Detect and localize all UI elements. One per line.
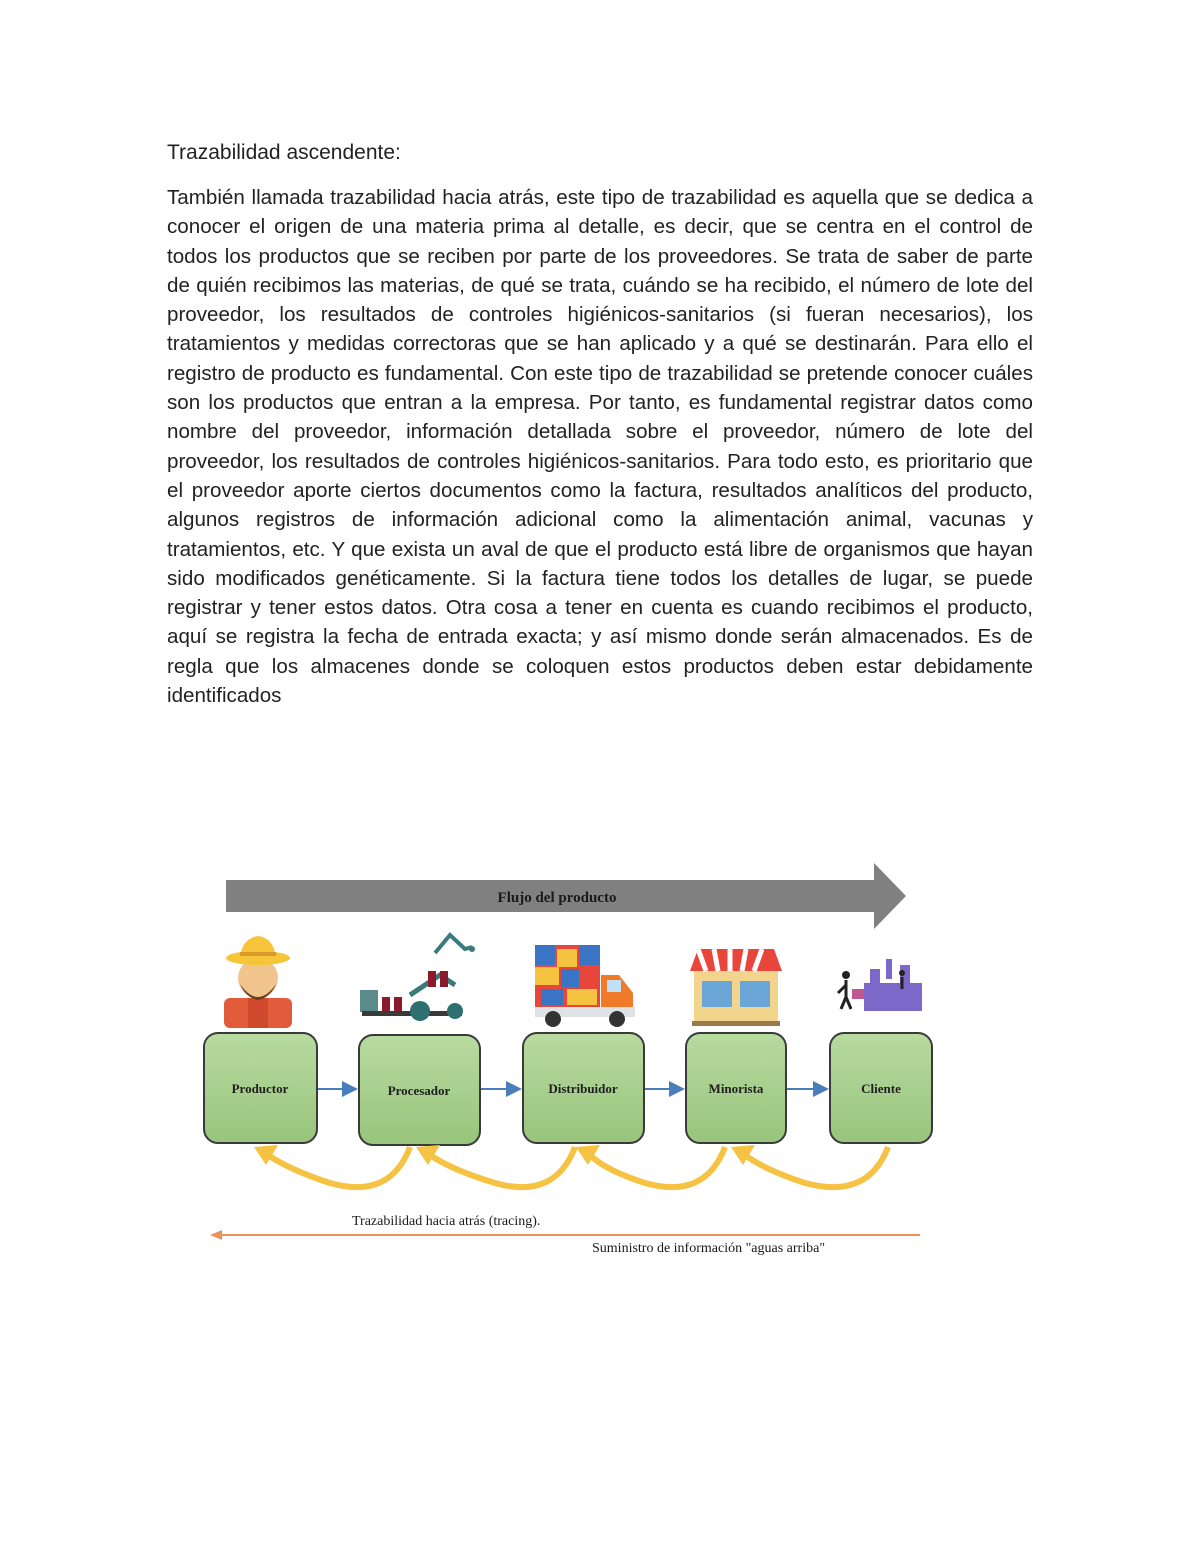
- body-paragraph: También llamada trazabilidad hacia atrás, este tipo de trazabilidad es aquella que se dedica a conocer el origen de una materia prima al detalle, es decir, que se centra en el control de todos los productos que se reciben por parte de los proveedores. Se trata de saber de parte de quién recibimos las materias, de qué se trata, cuándo se ha recibido, el número de lote del proveedor, los resultados de controles higiénicos-sanitarios (si fueran necesarios), los tratamientos y medidas correctoras que se han aplicado y a qué se destinarán. Para ello el registro de producto es fundamental. Con este tipo de trazabilidad se pretende conocer cuáles son los productos que entran a la empresa. Por tanto, es fundamental registrar datos como nombre del proveedor, información detallada sobre el proveedor, número de lote del proveedor, los resultados de controles higiénicos-sanitarios. Para todo esto, es prioritario que el proveedor aporte ciertos documentos como la factura, resultados analíticos del producto, algunos registros de información adicional como la alimentación animal, vacunas y tratamientos, etc. Y que exista un aval de que el producto está libre de organismos que hayan sido modificados genéticamente. Si la factura tiene todos los detalles de lugar, se puede registrar y tener estos datos. Otra cosa a tener en cuenta es cuando recibimos el producto, aquí se registra la fecha de entrada exacta; y así mismo donde serán almacenados. Es de regla que los almacenes donde se coloquen estos productos deben estar debidamente identificados: [167, 186, 1033, 708]
- shopping-customers-icon: [838, 959, 922, 1011]
- stage-productor: [204, 1033, 317, 1143]
- delivery-truck-icon: [535, 945, 635, 1027]
- stage-cliente: [830, 1033, 932, 1143]
- farmer-icon: [224, 936, 292, 1028]
- stage-distribuidor: [523, 1033, 644, 1143]
- stage-minorista: [686, 1033, 786, 1143]
- upstream-info-label: Suministro de información "aguas arriba": [592, 1241, 826, 1256]
- stage-label: Minorista: [708, 1081, 764, 1096]
- flow-label: Flujo del producto: [497, 890, 617, 906]
- stage-label: Distribuidor: [548, 1081, 618, 1096]
- product-flow-arrow: [226, 863, 906, 929]
- backward-curve-arrows: [268, 1147, 888, 1187]
- upstream-arrow: [210, 1230, 920, 1240]
- store-icon: [690, 949, 782, 1026]
- stage-label: Cliente: [861, 1081, 901, 1096]
- stage-label: Productor: [231, 1081, 289, 1096]
- stage-label: Procesador: [387, 1083, 451, 1098]
- backward-trace-label: Trazabilidad hacia atrás (tracing).: [352, 1214, 541, 1229]
- curve-arrow-heads: [254, 1145, 755, 1165]
- section-heading: Trazabilidad ascendente:: [167, 141, 401, 164]
- factory-machine-icon: [360, 935, 475, 1021]
- traceability-diagram: [190, 855, 940, 1260]
- stage-procesador: [359, 1035, 480, 1145]
